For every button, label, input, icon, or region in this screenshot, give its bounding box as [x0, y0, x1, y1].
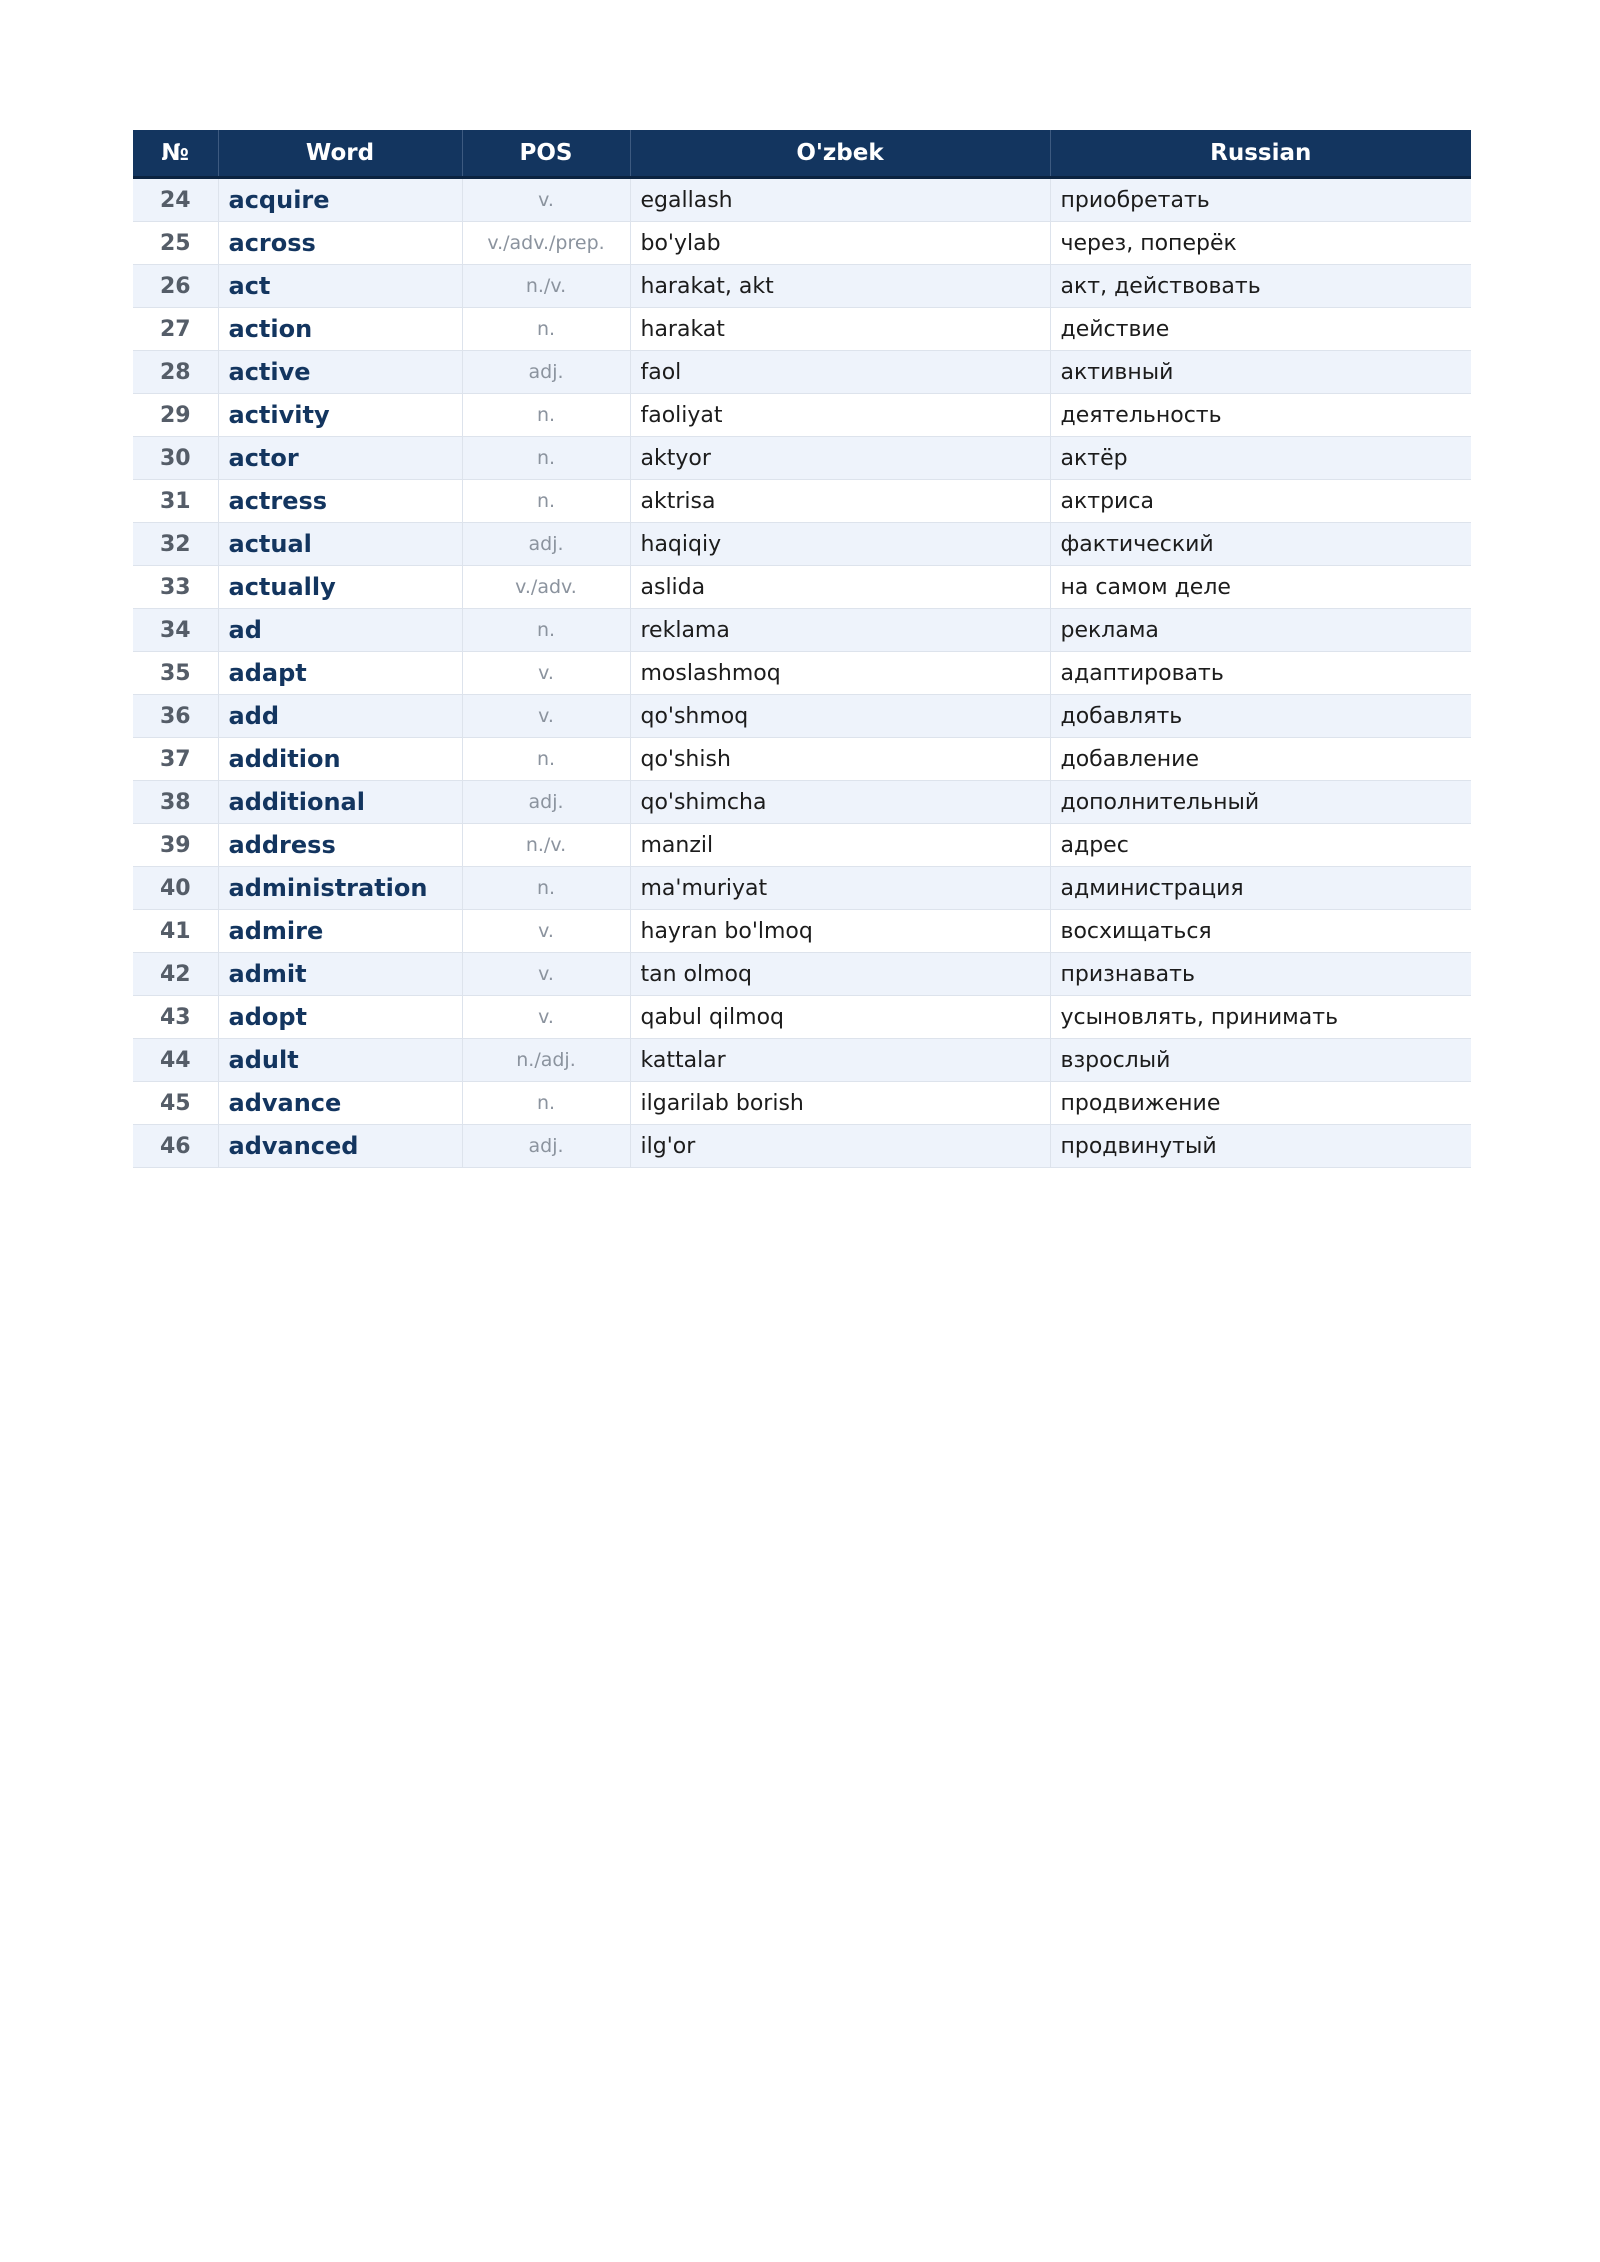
cell-word: action	[218, 308, 462, 351]
cell-russian: через, поперёк	[1050, 222, 1471, 265]
cell-number: 35	[133, 652, 218, 695]
cell-word: actual	[218, 523, 462, 566]
cell-pos: n.	[462, 1082, 630, 1125]
cell-pos: n.	[462, 867, 630, 910]
table-row	[133, 652, 1471, 695]
table-row	[133, 1125, 1471, 1168]
cell-russian: продвижение	[1050, 1082, 1471, 1125]
cell-uzbek: reklama	[630, 609, 1050, 652]
cell-russian: дополнительный	[1050, 781, 1471, 824]
table-row	[133, 523, 1471, 566]
cell-russian: добавлять	[1050, 695, 1471, 738]
table-row	[133, 222, 1471, 265]
cell-number: 30	[133, 437, 218, 480]
cell-uzbek: aslida	[630, 566, 1050, 609]
cell-pos: adj.	[462, 351, 630, 394]
cell-number: 39	[133, 824, 218, 867]
cell-uzbek: egallash	[630, 178, 1050, 222]
cell-number: 29	[133, 394, 218, 437]
cell-russian: признавать	[1050, 953, 1471, 996]
table-row	[133, 953, 1471, 996]
table-row	[133, 351, 1471, 394]
cell-word: address	[218, 824, 462, 867]
cell-pos: adj.	[462, 781, 630, 824]
cell-uzbek: qo'shmoq	[630, 695, 1050, 738]
cell-number: 24	[133, 178, 218, 222]
cell-uzbek: faoliyat	[630, 394, 1050, 437]
table-row	[133, 394, 1471, 437]
cell-word: actor	[218, 437, 462, 480]
cell-number: 38	[133, 781, 218, 824]
cell-russian: адаптировать	[1050, 652, 1471, 695]
cell-number: 36	[133, 695, 218, 738]
cell-russian: актриса	[1050, 480, 1471, 523]
cell-number: 37	[133, 738, 218, 781]
cell-word: adapt	[218, 652, 462, 695]
header-number: №	[133, 130, 218, 178]
cell-pos: v.	[462, 178, 630, 222]
table-row	[133, 609, 1471, 652]
cell-uzbek: aktyor	[630, 437, 1050, 480]
cell-word: actress	[218, 480, 462, 523]
cell-number: 43	[133, 996, 218, 1039]
cell-word: administration	[218, 867, 462, 910]
cell-number: 42	[133, 953, 218, 996]
cell-uzbek: qo'shimcha	[630, 781, 1050, 824]
cell-russian: усыновлять, принимать	[1050, 996, 1471, 1039]
cell-pos: adj.	[462, 1125, 630, 1168]
cell-word: acquire	[218, 178, 462, 222]
cell-word: actually	[218, 566, 462, 609]
table-row	[133, 178, 1471, 222]
cell-russian: взрослый	[1050, 1039, 1471, 1082]
table-row	[133, 308, 1471, 351]
cell-russian: на самом деле	[1050, 566, 1471, 609]
cell-word: admit	[218, 953, 462, 996]
cell-number: 25	[133, 222, 218, 265]
cell-pos: n.	[462, 437, 630, 480]
cell-pos: n.	[462, 308, 630, 351]
cell-word: add	[218, 695, 462, 738]
table-row	[133, 910, 1471, 953]
cell-pos: n.	[462, 609, 630, 652]
table-row	[133, 781, 1471, 824]
table-body	[133, 178, 1471, 1168]
cell-russian: администрация	[1050, 867, 1471, 910]
cell-pos: adj.	[462, 523, 630, 566]
cell-number: 40	[133, 867, 218, 910]
cell-pos: v.	[462, 953, 630, 996]
cell-russian: акт, действовать	[1050, 265, 1471, 308]
cell-russian: адрес	[1050, 824, 1471, 867]
cell-word: act	[218, 265, 462, 308]
cell-word: advance	[218, 1082, 462, 1125]
table-row	[133, 738, 1471, 781]
cell-word: advanced	[218, 1125, 462, 1168]
cell-pos: v.	[462, 695, 630, 738]
cell-number: 46	[133, 1125, 218, 1168]
cell-word: admire	[218, 910, 462, 953]
cell-uzbek: haqiqiy	[630, 523, 1050, 566]
table-row	[133, 1082, 1471, 1125]
cell-pos: v.	[462, 910, 630, 953]
cell-number: 44	[133, 1039, 218, 1082]
cell-number: 26	[133, 265, 218, 308]
cell-russian: фактический	[1050, 523, 1471, 566]
cell-pos: n./v.	[462, 265, 630, 308]
table-row	[133, 437, 1471, 480]
cell-pos: n.	[462, 738, 630, 781]
cell-word: addition	[218, 738, 462, 781]
cell-uzbek: qabul qilmoq	[630, 996, 1050, 1039]
cell-number: 27	[133, 308, 218, 351]
cell-uzbek: aktrisa	[630, 480, 1050, 523]
cell-uzbek: qo'shish	[630, 738, 1050, 781]
cell-uzbek: bo'ylab	[630, 222, 1050, 265]
table-row	[133, 480, 1471, 523]
cell-russian: продвинутый	[1050, 1125, 1471, 1168]
header-row	[133, 130, 1471, 178]
cell-word: adult	[218, 1039, 462, 1082]
cell-russian: добавление	[1050, 738, 1471, 781]
cell-russian: актёр	[1050, 437, 1471, 480]
cell-pos: v./adv.	[462, 566, 630, 609]
cell-word: ad	[218, 609, 462, 652]
cell-russian: действие	[1050, 308, 1471, 351]
cell-pos: n.	[462, 480, 630, 523]
cell-word: additional	[218, 781, 462, 824]
cell-uzbek: ma'muriyat	[630, 867, 1050, 910]
table-row	[133, 566, 1471, 609]
cell-number: 34	[133, 609, 218, 652]
header-word: Word	[218, 130, 462, 178]
table-row	[133, 1039, 1471, 1082]
cell-uzbek: hayran bo'lmoq	[630, 910, 1050, 953]
cell-pos: n.	[462, 394, 630, 437]
cell-word: activity	[218, 394, 462, 437]
cell-pos: v.	[462, 652, 630, 695]
cell-number: 33	[133, 566, 218, 609]
cell-number: 32	[133, 523, 218, 566]
table-row	[133, 265, 1471, 308]
cell-pos: n./adj.	[462, 1039, 630, 1082]
cell-word: across	[218, 222, 462, 265]
table-row	[133, 824, 1471, 867]
cell-uzbek: kattalar	[630, 1039, 1050, 1082]
cell-number: 45	[133, 1082, 218, 1125]
cell-uzbek: harakat	[630, 308, 1050, 351]
header-russian: Russian	[1050, 130, 1471, 178]
cell-number: 31	[133, 480, 218, 523]
cell-russian: активный	[1050, 351, 1471, 394]
table-row	[133, 695, 1471, 738]
cell-russian: приобретать	[1050, 178, 1471, 222]
cell-russian: восхищаться	[1050, 910, 1471, 953]
header-uzbek: O'zbek	[630, 130, 1050, 178]
cell-uzbek: manzil	[630, 824, 1050, 867]
vocabulary-table	[133, 130, 1471, 1168]
cell-word: active	[218, 351, 462, 394]
cell-uzbek: harakat, akt	[630, 265, 1050, 308]
cell-uzbek: tan olmoq	[630, 953, 1050, 996]
header-pos: POS	[462, 130, 630, 178]
cell-pos: v.	[462, 996, 630, 1039]
cell-uzbek: moslashmoq	[630, 652, 1050, 695]
cell-uzbek: ilg'or	[630, 1125, 1050, 1168]
cell-pos: v./adv./prep.	[462, 222, 630, 265]
cell-russian: деятельность	[1050, 394, 1471, 437]
cell-uzbek: faol	[630, 351, 1050, 394]
table-row	[133, 867, 1471, 910]
cell-number: 41	[133, 910, 218, 953]
cell-russian: реклама	[1050, 609, 1471, 652]
table-header	[133, 130, 1471, 178]
cell-pos: n./v.	[462, 824, 630, 867]
table-row	[133, 996, 1471, 1039]
cell-number: 28	[133, 351, 218, 394]
cell-word: adopt	[218, 996, 462, 1039]
cell-uzbek: ilgarilab borish	[630, 1082, 1050, 1125]
